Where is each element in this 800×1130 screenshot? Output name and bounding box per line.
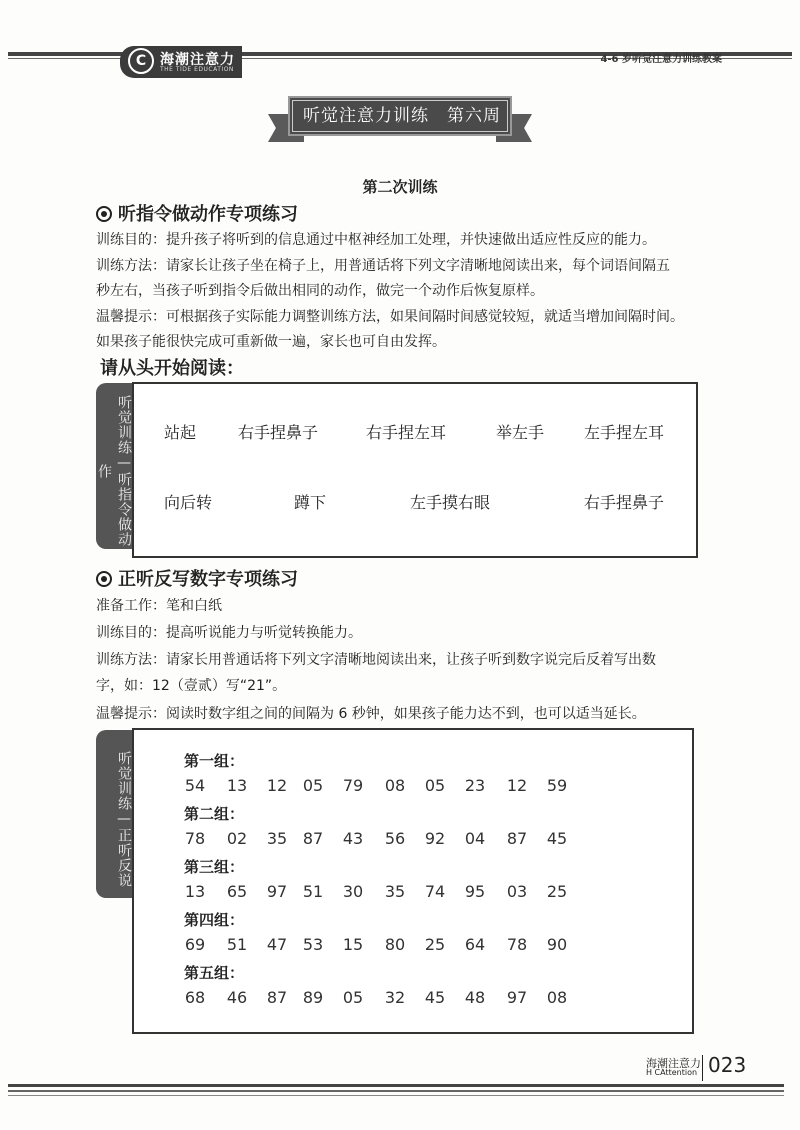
group-number: 80: [384, 935, 406, 954]
group-number: 78: [184, 829, 206, 848]
group-number: 74: [424, 882, 446, 901]
group-number: 30: [342, 882, 364, 901]
group-number: 87: [506, 829, 528, 848]
part2-line: 训练目的：提高听说能力与听觉转换能力。: [96, 625, 362, 641]
command-item: 蹲下: [294, 493, 327, 512]
group-number: 51: [226, 935, 248, 954]
banner-title: 听觉注意力训练 第六周: [303, 106, 501, 126]
part1-heading-text: 听指令做动作专项练习: [118, 204, 298, 225]
group-number: 05: [424, 776, 446, 795]
group-number: 97: [506, 988, 528, 1007]
group-number: 03: [506, 882, 528, 901]
footer-brand: 海潮注意力: [646, 1057, 701, 1070]
group-number: 13: [226, 776, 248, 795]
group-number: 47: [266, 935, 288, 954]
command-item: 右手捏鼻子: [238, 423, 319, 442]
group-number: 54: [184, 776, 206, 795]
logo-text: 海潮注意力: [160, 52, 235, 68]
bullet-icon: [96, 206, 112, 222]
part1-line: 训练方法：请家长让孩子坐在椅子上，用普通话将下列文字清晰地阅读出来，每个词语间隔五: [96, 258, 670, 274]
group-number: 48: [464, 988, 486, 1007]
group-label: 第一组：: [184, 752, 245, 770]
group-number: 46: [226, 988, 248, 1007]
logo-subtext: THE TIDE EDUCATION: [160, 66, 234, 73]
group-number: 35: [384, 882, 406, 901]
footer-rule: [8, 1090, 784, 1092]
group-number: 59: [546, 776, 568, 795]
banner-plate: [288, 96, 512, 136]
command-item: 右手捏鼻子: [584, 493, 665, 512]
group-number: 89: [302, 988, 324, 1007]
group-number: 05: [302, 776, 324, 795]
group-number: 97: [266, 882, 288, 901]
group-number: 08: [546, 988, 568, 1007]
command-item: 右手捏左耳: [366, 423, 447, 442]
group-number: 45: [546, 829, 568, 848]
group-label: 第五组：: [184, 964, 245, 982]
group-number: 04: [464, 829, 486, 848]
group-label: 第三组：: [184, 858, 245, 876]
group-number: 53: [302, 935, 324, 954]
part2-heading-text: 正听反写数字专项练习: [118, 569, 298, 590]
group-number: 12: [506, 776, 528, 795]
footer-divider: [702, 1055, 703, 1081]
part1-side-tab: 听觉训练—听指令做动作: [96, 383, 134, 549]
group-number: 35: [266, 829, 288, 848]
group-number: 08: [384, 776, 406, 795]
section-title: 第二次训练: [362, 178, 438, 196]
group-number: 92: [424, 829, 446, 848]
part2-line: 字，如：12（壹贰）写“21”。: [96, 678, 287, 694]
part2-side-tab: 听觉训练—正听反说: [96, 730, 134, 898]
part2-line: 温馨提示：阅读时数字组之间的间隔为 6 秒钟，如果孩子能力达不到，也可以适当延长。: [96, 706, 646, 722]
group-number: 90: [546, 935, 568, 954]
group-number: 64: [464, 935, 486, 954]
group-number: 43: [342, 829, 364, 848]
group-number: 13: [184, 882, 206, 901]
group-number: 69: [184, 935, 206, 954]
group-number: 56: [384, 829, 406, 848]
part1-line: 温馨提示：可根据孩子实际能力调整训练方法，如果间隔时间感觉较短，就适当增加间隔时间。: [96, 309, 684, 325]
week-banner: [268, 96, 532, 142]
group-number: 45: [424, 988, 446, 1007]
logo-icon: C: [128, 48, 154, 74]
group-number: 87: [266, 988, 288, 1007]
group-number: 51: [302, 882, 324, 901]
group-number: 02: [226, 829, 248, 848]
group-number: 05: [342, 988, 364, 1007]
group-number: 87: [302, 829, 324, 848]
group-number: 12: [266, 776, 288, 795]
footer-brand-en: H CAttention: [646, 1068, 698, 1077]
group-number: 78: [506, 935, 528, 954]
part2-line: 准备工作：笔和白纸: [96, 598, 222, 614]
page-header: [0, 0, 800, 80]
command-item: 向后转: [164, 493, 213, 512]
group-number: 65: [226, 882, 248, 901]
part1-line: 训练目的：提升孩子将听到的信息通过中枢神经加工处理，并快速做出适应性反应的能力。: [96, 232, 656, 248]
group-number: 79: [342, 776, 364, 795]
part1-line: 如果孩子能很快完成可重新做一遍，家长也可自由发挥。: [96, 334, 446, 350]
footer-rule: [8, 1095, 784, 1096]
group-number: 25: [424, 935, 446, 954]
running-title: 4-6 岁听觉注意力训练教案: [600, 54, 722, 65]
bullet-icon: [96, 571, 112, 587]
part2-line: 训练方法：请家长用普通话将下列文字清晰地阅读出来，让孩子听到数字说完后反着写出数: [96, 652, 656, 668]
group-number: 95: [464, 882, 486, 901]
command-item: 左手捏左耳: [584, 423, 665, 442]
part2-heading: [96, 565, 298, 591]
group-number: 23: [464, 776, 486, 795]
group-number: 15: [342, 935, 364, 954]
group-label: 第四组：: [184, 911, 245, 929]
group-number: 32: [384, 988, 406, 1007]
command-item: 左手摸右眼: [410, 493, 491, 512]
page-number: 023: [708, 1053, 747, 1077]
part1-heading: [96, 200, 298, 226]
part1-line: 秒左右，当孩子听到指令后做出相同的动作，做完一个动作后恢复原样。: [96, 283, 544, 299]
command-item: 站起: [164, 423, 197, 442]
numbers-box: [132, 728, 694, 1034]
group-number: 25: [546, 882, 568, 901]
read-instruction: 请从头开始阅读：: [100, 358, 244, 379]
footer-rule: [8, 1084, 784, 1087]
group-number: 68: [184, 988, 206, 1007]
group-label: 第二组：: [184, 805, 245, 823]
command-box: [132, 382, 698, 558]
command-item: 举左手: [496, 423, 545, 442]
